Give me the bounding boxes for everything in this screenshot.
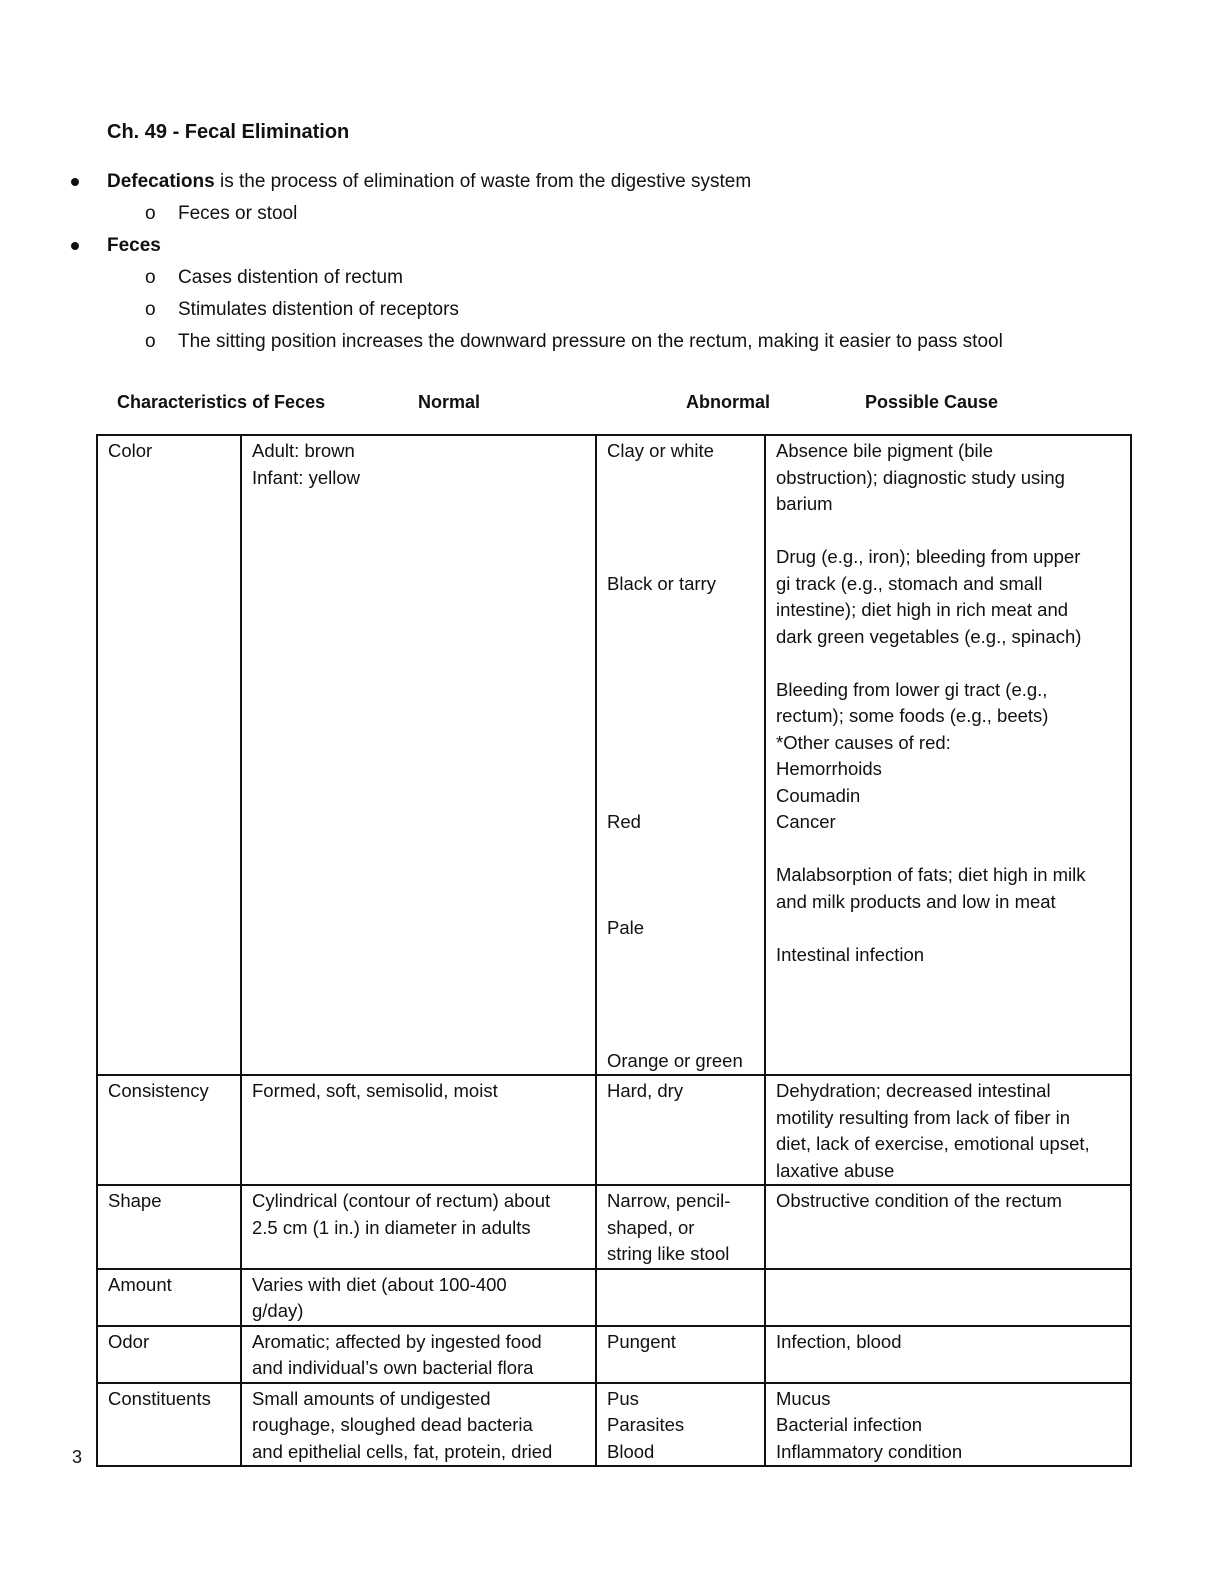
cell-cause: [765, 1326, 1131, 1383]
abnormal-line: shaped, or: [607, 1216, 695, 1238]
sub-bullet-text: Cases distention of rectum: [178, 267, 403, 288]
normal-line: Aromatic; affected by ingested food: [252, 1330, 542, 1352]
cell-characteristic: [97, 1185, 241, 1269]
abnormal-line: Pale: [607, 917, 645, 938]
cause-line: Drug (e.g., iron); bleeding from upper: [776, 546, 1081, 567]
cell-cause: [765, 435, 1131, 1075]
page-number: 3: [72, 1447, 83, 1467]
table-row-consistency: [97, 1075, 1131, 1185]
cause-line: intestine); diet high in rich meat and: [776, 599, 1069, 620]
abnormal-line: Parasites: [607, 1414, 685, 1435]
cause-line: diet, lack of exercise, emotional upset,: [776, 1133, 1090, 1154]
abnormal-line: Black or tarry: [607, 572, 716, 594]
cell-characteristic: [97, 1075, 241, 1185]
table-row-amount: [97, 1269, 1131, 1326]
sub-bullet-marker: o: [145, 299, 156, 320]
cause-line: Inflammatory condition: [776, 1440, 963, 1462]
normal-line: roughage, sloughed dead bacteria: [252, 1414, 533, 1435]
sub-bullet-text: The sitting position increases the downward pressure on the rectum, making it easier to pass stool: [178, 331, 1003, 352]
cell-abnormal: [596, 1383, 765, 1467]
cell-cause: [765, 1075, 1131, 1185]
cell-abnormal: [596, 1185, 765, 1269]
abnormal-line: Pungent: [607, 1330, 676, 1352]
normal-line: Cylindrical (contour of rectum) about: [252, 1190, 551, 1211]
term-defecations: Defecations: [107, 171, 215, 192]
bullet-feces: [0, 230, 1224, 262]
sub-bullet-text: Stimulates distention of receptors: [178, 299, 459, 320]
header-normal: Normal: [418, 392, 481, 412]
cell-abnormal: [596, 1269, 765, 1326]
normal-line: g/day): [252, 1300, 304, 1321]
cell-abnormal: [596, 435, 765, 1075]
cell-normal: [241, 1185, 596, 1269]
bullet-dot-icon: [71, 242, 79, 250]
cell-normal: [241, 1383, 596, 1467]
abnormal-line: Blood: [607, 1440, 655, 1462]
cause-line: barium: [776, 493, 833, 514]
term-feces: Feces: [107, 235, 161, 256]
header-abnormal: Abnormal: [686, 392, 771, 412]
sub-bullet-marker: o: [145, 331, 156, 352]
cause-line: obstruction); diagnostic study using: [776, 466, 1065, 488]
cause-line: laxative abuse: [776, 1159, 895, 1181]
cell-characteristic: [97, 1326, 241, 1383]
bullet-list: [0, 166, 1224, 358]
cause-line: Intestinal infection: [776, 943, 925, 965]
row-label: Amount: [108, 1273, 172, 1295]
cause-line: Dehydration; decreased intestinal: [776, 1080, 1051, 1101]
sub-bullet: [0, 294, 1224, 326]
normal-line: and epithelial cells, fat, protein, dried: [252, 1440, 553, 1462]
row-label: Constituents: [108, 1387, 211, 1409]
cell-normal: [241, 435, 596, 1075]
normal-line: Varies with diet (about 100-400: [252, 1273, 507, 1295]
cell-cause: [765, 1269, 1131, 1326]
header-possible-cause: Possible Cause: [865, 392, 999, 412]
sub-bullet-marker: o: [145, 203, 156, 224]
cell-characteristic: [97, 1269, 241, 1326]
abnormal-line: string like stool: [607, 1243, 730, 1264]
abnormal-line: Narrow, pencil-: [607, 1190, 731, 1211]
cell-normal: [241, 1326, 596, 1383]
feces-characteristics-table: [96, 434, 1132, 1467]
cause-line: and milk products and low in meat: [776, 890, 1056, 912]
abnormal-line: Orange or green: [607, 1049, 743, 1071]
cell-cause: [765, 1185, 1131, 1269]
cause-line: Bleeding from lower gi tract (e.g.,: [776, 678, 1048, 700]
row-label: Shape: [108, 1190, 162, 1211]
row-label: Odor: [108, 1330, 150, 1352]
definition-text: is the process of elimination of waste from the digestive system: [214, 171, 752, 192]
cell-characteristic: [97, 435, 241, 1075]
sub-bullet: [0, 262, 1224, 294]
sub-bullet-text: Feces or stool: [178, 203, 298, 224]
normal-line: Infant: yellow: [252, 466, 360, 488]
table-row-odor: [97, 1326, 1131, 1383]
cause-line: Absence bile pigment (bile: [776, 440, 993, 461]
page-title: Ch. 49 - Fecal Elimination: [107, 121, 350, 143]
bullet-defecations: [0, 166, 1224, 198]
row-label: Consistency: [108, 1080, 209, 1101]
bullet-dot-icon: [71, 178, 79, 186]
normal-line: and individual’s own bacterial flora: [252, 1357, 534, 1378]
cell-normal: [241, 1269, 596, 1326]
cause-line: Coumadin: [776, 784, 861, 806]
cause-line: gi track (e.g., stomach and small: [776, 572, 1043, 594]
abnormal-line: Red: [607, 811, 641, 832]
cause-line: Cancer: [776, 811, 836, 832]
table-row-shape: [97, 1185, 1131, 1269]
abnormal-line: Clay or white: [607, 440, 714, 461]
cause-line: Mucus: [776, 1387, 831, 1409]
cell-normal: [241, 1075, 596, 1185]
table-row-color: [97, 435, 1131, 1075]
cause-line: Obstructive condition of the rectum: [776, 1190, 1062, 1211]
cell-abnormal: [596, 1326, 765, 1383]
sub-bullet-marker: o: [145, 267, 156, 288]
cause-line: Infection, blood: [776, 1330, 902, 1352]
normal-line: 2.5 cm (1 in.) in diameter in adults: [252, 1216, 531, 1238]
cause-line: Malabsorption of fats; diet high in milk: [776, 864, 1086, 885]
table-row-constituents: [97, 1383, 1131, 1467]
cell-cause: [765, 1383, 1131, 1467]
header-characteristics: Characteristics of Feces: [117, 392, 326, 412]
normal-line: Adult: brown: [252, 440, 355, 461]
abnormal-line: Pus: [607, 1387, 639, 1409]
sub-bullet: [0, 198, 1224, 230]
abnormal-line: Hard, dry: [607, 1080, 684, 1101]
cause-line: Hemorrhoids: [776, 758, 882, 779]
cell-characteristic: [97, 1383, 241, 1467]
normal-line: Small amounts of undigested: [252, 1387, 491, 1409]
cell-abnormal: [596, 1075, 765, 1185]
row-label: Color: [108, 440, 153, 461]
cause-line: motility resulting from lack of fiber in: [776, 1106, 1071, 1128]
cause-line: Bacterial infection: [776, 1414, 923, 1435]
cause-line: *Other causes of red:: [776, 731, 951, 753]
sub-bullet: [0, 326, 1224, 358]
cause-line: dark green vegetables (e.g., spinach): [776, 625, 1082, 647]
normal-line: Formed, soft, semisolid, moist: [252, 1080, 498, 1101]
cause-line: rectum); some foods (e.g., beets): [776, 705, 1049, 726]
